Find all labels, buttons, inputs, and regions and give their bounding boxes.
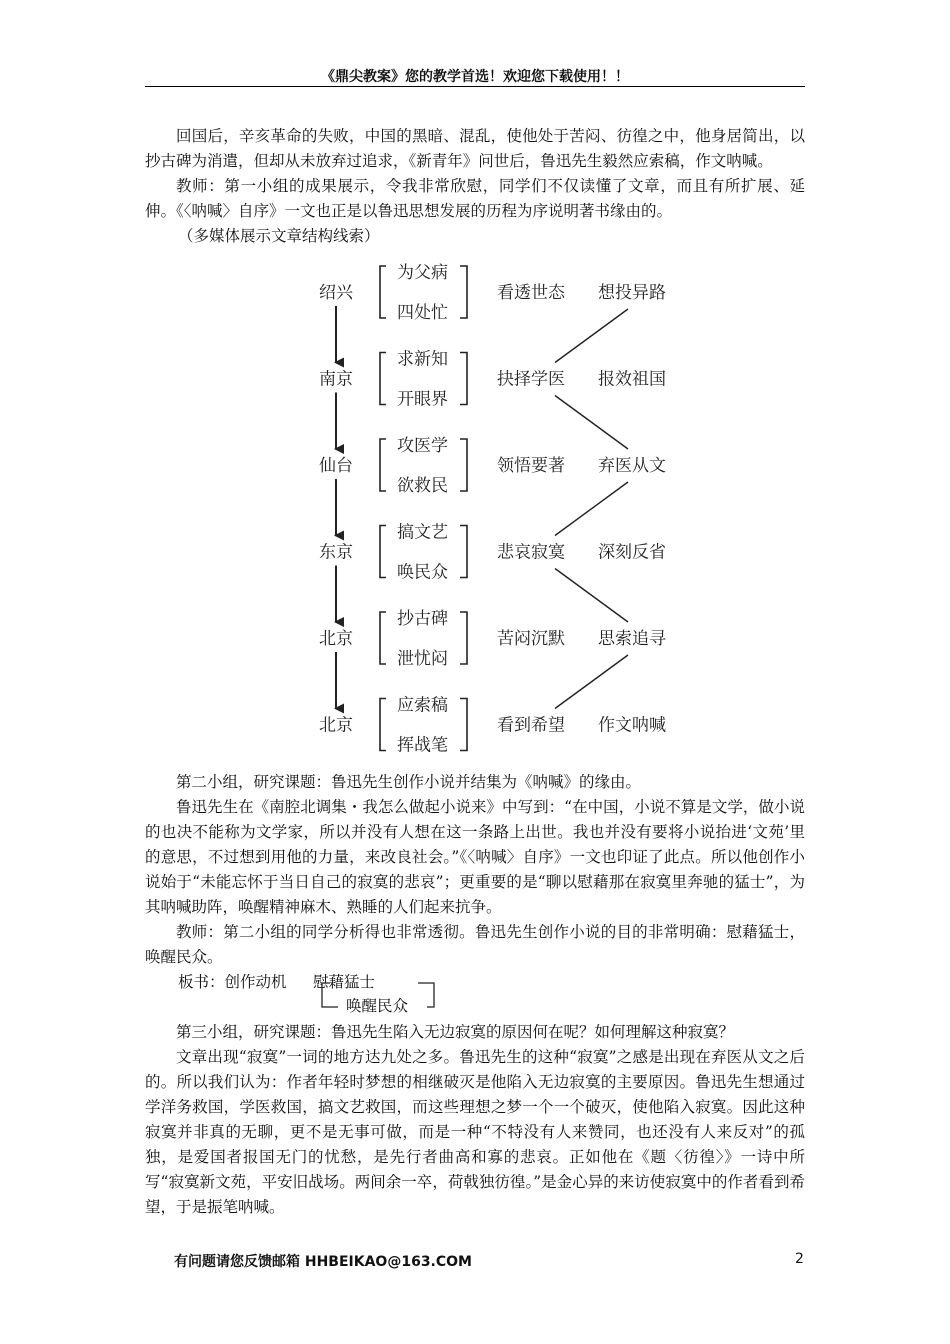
diagram-right-label: 弃医从文: [598, 456, 666, 476]
diagram-item: 欲救民: [397, 476, 448, 496]
diagram-item: 泄忧闷: [397, 649, 448, 669]
diagram-item: 为父病: [397, 263, 448, 283]
diagram-middle-label: 领悟要著: [497, 456, 565, 476]
paragraph: 回国后，辛亥革命的失败，中国的黑暗、混乱，使他处于苦闷、彷徨之中，他身居简出，以抄古碑为消遣，但却从未放弃过追求，《新青年》问世后，鲁迅先生毅然应索稿，作文呐喊。: [145, 127, 805, 170]
diagram-middle-label: 悲哀寂寞: [497, 542, 565, 563]
paragraph: 教师：第一小组的成果展示，令我非常欣慰，同学们不仅读懂了文章，而且有所扩展、延伸。《〈呐喊〉自序》一文也正是以鲁迅思想发展的历程为序说明著书缘由的。: [145, 177, 805, 220]
diagram-right-label: 作文呐喊: [598, 715, 666, 736]
diagram-caption: （多媒体展示文章结构线索）: [178, 227, 380, 245]
board-line-2: 唤醒民众: [346, 997, 409, 1015]
diagram-item: 抄古碑: [397, 609, 448, 629]
diagram-item: 应索稿: [397, 695, 448, 716]
diagram-item: 求新知: [397, 349, 448, 370]
diagram-item: 唤民众: [397, 562, 448, 583]
diagram-right-label: 想投异路: [598, 283, 666, 303]
paragraph: 鲁迅先生在《南腔北调集・我怎么做起小说来》中写到：“在中国，小说不算是文学，做小说的也决不能称为文学家，所以并没有人想在这一条路上出世。我也并没有要将小说抬进‘文苑’里的意思，不过想到用他的力量，来改良社会。”《〈呐喊〉自序》一文也印证了此点。所以他创作小说始于“未能忘怀于当日自己的寂寞的悲哀”；更重要的是“聊以慰藉那在寂寞里奔驰的猛士”，为其呐喊助阵，唤醒精神麻木、熟睡的人们起来抗争。: [145, 798, 805, 916]
diagram-place: 东京: [319, 542, 353, 563]
page-header: 《鼎尖教案》您的教学首选！欢迎您下载使用！！: [321, 69, 629, 85]
footer-contact: 有问题请您反馈邮箱 HHBEIKAO@163.COM: [174, 1254, 472, 1270]
page-number: 2: [795, 1251, 804, 1267]
diagram-item: 挥战笔: [397, 735, 448, 756]
paragraph: 第三小组，研究课题：鲁迅先生陷入无边寂寞的原因何在呢？如何理解这种寂寞？: [176, 1023, 735, 1041]
diagram-place: 南京: [319, 369, 353, 390]
paragraph: 第二小组，研究课题：鲁迅先生创作小说并结集为《呐喊》的缘由。: [176, 773, 642, 791]
diagram-place: 北京: [319, 715, 353, 736]
board-line-1: 慰藉猛士: [313, 973, 376, 991]
diagram-right-label: 思索追寻: [598, 629, 666, 649]
diagram-item: 攻医学: [397, 436, 448, 456]
diagram-middle-label: 看透世态: [497, 283, 565, 303]
paragraph: 文章出现“寂寞”一词的地方达九处之多。鲁迅先生的这种“寂寞”之感是出现在弃医从文之后的。所以我们认为：作者年轻时梦想的相继破灭是他陷入无边寂寞的主要原因。鲁迅先生想通过学洋务救国，学医救国，搞文艺救国，而这些理想之梦一个一个破灭，使他陷入寂寞。因此这种寂寞并非真的无聊，更不是无事可做，而是一种“不特没有人来赞同，也还没有人来反对”的孤独，是爱国者报国无门的忧愁，是先行者曲高和寡的悲哀。正如他在《题〈彷徨〉》一诗中所写“寂寞新文苑，平安旧战场。两间余一卒，荷戟独彷徨。”是金心异的来访使寂寞中的作者看到希望，于是振笔呐喊。: [145, 1048, 805, 1216]
diagram-place: 仙台: [319, 456, 353, 476]
diagram-place: 绍兴: [319, 283, 353, 303]
diagram-middle-label: 抉择学医: [497, 369, 565, 390]
paragraph: 教师：第二小组的同学分析得也非常透彻。鲁迅先生创作小说的目的非常明确：慰藉猛士，唤醒民众。: [145, 923, 805, 966]
diagram-middle-label: 看到希望: [497, 715, 565, 736]
board-label: 板书：创作动机: [178, 973, 287, 991]
diagram-right-label: 深刻反省: [598, 542, 666, 563]
diagram-right-label: 报效祖国: [598, 369, 666, 390]
diagram-middle-label: 苦闷沉默: [497, 629, 565, 649]
diagram-item: 开眼界: [397, 389, 448, 410]
diagram-place: 北京: [319, 629, 353, 649]
diagram-item: 四处忙: [397, 303, 448, 323]
diagram-item: 搞文艺: [397, 522, 448, 543]
